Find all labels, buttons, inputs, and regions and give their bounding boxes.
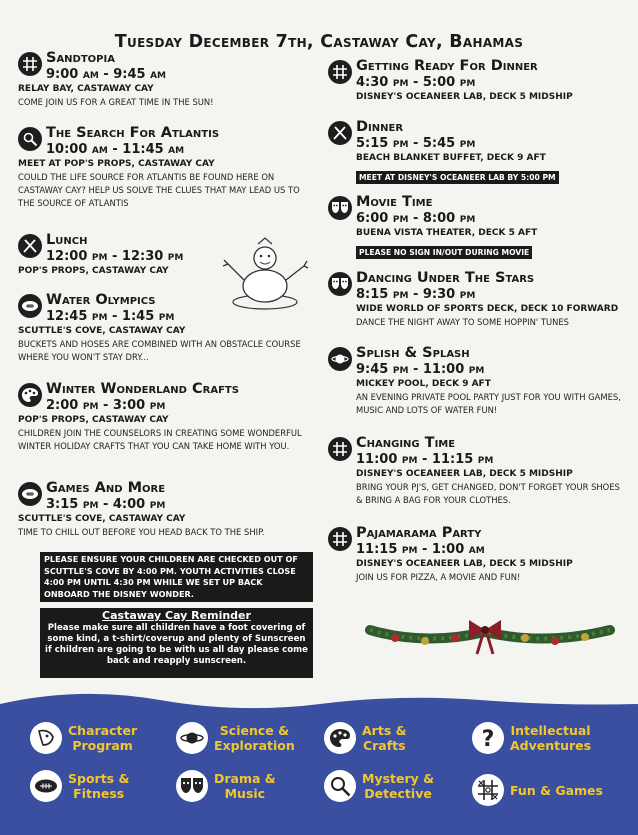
- planet-icon: [176, 722, 208, 754]
- legend-label: Character: [68, 723, 138, 738]
- legend-label: Music: [224, 786, 266, 801]
- event-location: BUENA VISTA THEATER, DECK 5 AFT: [356, 228, 538, 238]
- event-location: POP'S PROPS, CASTAWAY CAY: [18, 415, 169, 425]
- event-name: Dinner: [356, 119, 404, 135]
- event-location: SCUTTLE'S COVE, CASTAWAY CAY: [18, 326, 186, 336]
- event-time: 2:00 pm - 3:00 pm: [46, 398, 166, 413]
- event-movie-time: [328, 194, 628, 259]
- event-pajamarama-party: [328, 525, 628, 584]
- event-getting-ready-for-dinner: [328, 58, 628, 104]
- character-icon: [30, 722, 62, 754]
- event-location: DISNEY'S OCEANEER LAB, DECK 5 MIDSHIP: [356, 469, 573, 479]
- legend-label: Detective: [364, 786, 432, 801]
- event-water-olympics: [18, 292, 318, 364]
- event-location: POP'S PROPS, CASTAWAY CAY: [18, 266, 169, 276]
- event-note: PLEASE NO SIGN IN/OUT DURING MOVIE: [356, 246, 532, 259]
- event-description: CHILDREN JOIN THE COUNSELORS IN CREATING SOME WONDERFUL WINTER HOLIDAY CRAFTS THAT YOU CAN TAKE HOME WITH YOU.: [18, 428, 302, 451]
- event-name: Dancing Under The Stars: [356, 270, 535, 286]
- event-location: DISNEY'S OCEANEER LAB, DECK 5 MIDSHIP: [356, 559, 573, 569]
- event-name: Movie Time: [356, 194, 433, 210]
- drama-masks-icon: [328, 272, 352, 296]
- legend-item-mystery-detective: [324, 770, 434, 802]
- event-name: Pajamarama Party: [356, 525, 482, 541]
- magnifier-icon: [324, 770, 356, 802]
- event-description: TIME TO CHILL OUT BEFORE YOU HEAD BACK TO THE SHIP.: [18, 527, 265, 537]
- event-time: 8:15 pm - 9:30 pm: [356, 287, 476, 302]
- activity-legend-background: [0, 690, 638, 835]
- fun-games-icon: [18, 52, 42, 76]
- checkout-notice: PLEASE ENSURE YOUR CHILDREN ARE CHECKED OUT OF SCUTTLE'S COVE BY 4:00 PM. YOUTH ACTIVITIES CLOSE 4:00 PM UNTIL 4:30 PM WHILE WE SET UP BACK ONBOARD THE DISNEY WONDER.: [40, 552, 313, 602]
- legend-label: Fun & Games: [510, 782, 603, 798]
- event-description: BRING YOUR PJ'S, GET CHANGED, DON'T FORGET YOUR SHOES & BRING A BAG FOR YOUR CLOTHES.: [356, 482, 620, 505]
- event-description: BUCKETS AND HOSES ARE COMBINED WITH AN OBSTACLE COURSE WHERE YOU WON'T STAY DRY...: [18, 339, 301, 362]
- event-time: 12:45 pm - 1:45 pm: [46, 309, 175, 324]
- event-time: 12:00 pm - 12:30 pm: [46, 249, 184, 264]
- legend-item-character-program: [30, 722, 137, 754]
- football-icon: [18, 482, 42, 506]
- legend-label: Fitness: [73, 786, 125, 801]
- castaway-reminder: [40, 608, 313, 678]
- legend-item-fun-games: [472, 774, 603, 806]
- legend-label: Intellectual: [510, 723, 591, 738]
- event-winter-wonderland-crafts: [18, 381, 318, 453]
- fork-knife-icon: [328, 121, 352, 145]
- reminder-body: Please make sure all children have a foot covering of some kind, a t-shirt/coverup and plenty of Sunscreen if children are going to be with us all day please come back and reapply sunscreen.: [45, 623, 308, 666]
- event-lunch: [18, 232, 218, 278]
- event-time: 11:00 pm - 11:15 pm: [356, 452, 494, 467]
- event-time: 9:45 pm - 11:00 pm: [356, 362, 485, 377]
- event-name: Changing Time: [356, 435, 456, 451]
- legend-item-arts-crafts: [324, 722, 407, 754]
- event-sandtopia: [18, 50, 318, 109]
- event-name: Water Olympics: [46, 292, 156, 308]
- holiday-garland: [365, 610, 615, 658]
- event-note: MEET AT DISNEY'S OCEANEER LAB BY 5:00 PM: [356, 171, 559, 184]
- page-title: Tuesday December 7th, Castaway Cay, Bahamas: [114, 32, 524, 52]
- event-time: 4:30 pm - 5:00 pm: [356, 75, 476, 90]
- event-location: MICKEY POOL, DECK 9 AFT: [356, 379, 491, 389]
- legend-label: Crafts: [362, 738, 406, 753]
- svg-text:?: ?: [481, 727, 495, 749]
- event-description: COULD THE LIFE SOURCE FOR ATLANTIS BE FOUND HERE ON CASTAWAY CAY? HELP US SOLVE THE CLUES THAT MAY LEAD US TO THE SOURCE OF ATLANTIS: [18, 172, 300, 208]
- question-icon: [472, 722, 504, 754]
- legend-label: Science &: [219, 723, 289, 738]
- event-name: Lunch: [46, 232, 88, 248]
- legend-item-sports-fitness: [30, 770, 129, 802]
- event-description: JOIN US FOR PIZZA, A MOVIE AND FUN!: [356, 572, 521, 582]
- fun-games-icon: [472, 774, 504, 806]
- palette-icon: [18, 383, 42, 407]
- event-name: Splish & Splash: [356, 345, 470, 361]
- event-location: DISNEY'S OCEANEER LAB, DECK 5 MIDSHIP: [356, 92, 573, 102]
- legend-label: Arts &: [362, 723, 407, 738]
- legend-label: Adventures: [510, 738, 592, 753]
- event-location: MEET AT POP'S PROPS, CASTAWAY CAY: [18, 159, 215, 169]
- planet-icon: [328, 347, 352, 371]
- drama-masks-icon: [328, 196, 352, 220]
- legend-label: Drama &: [214, 771, 276, 786]
- event-description: AN EVENING PRIVATE POOL PARTY JUST FOR YOU WITH GAMES, MUSIC AND LOTS OF WATER FUN!: [356, 392, 621, 415]
- legend-label: Exploration: [214, 738, 295, 753]
- reminder-title: Castaway Cay Reminder: [102, 609, 251, 622]
- fork-knife-icon: [18, 234, 42, 258]
- football-icon: [18, 294, 42, 318]
- event-name: The Search For Atlantis: [46, 125, 220, 141]
- fun-games-icon: [328, 437, 352, 461]
- event-description: DANCE THE NIGHT AWAY TO SOME HOPPIN' TUNES: [356, 317, 569, 327]
- event-location: BEACH BLANKET BUFFET, DECK 9 AFT: [356, 153, 546, 163]
- event-dinner: [328, 119, 628, 184]
- event-time: 11:15 pm - 1:00 am: [356, 542, 485, 557]
- legend-item-drama-music: [176, 770, 276, 802]
- event-splish-splash: [328, 345, 628, 417]
- event-name: Games And More: [46, 480, 166, 496]
- drama-masks-icon: [176, 770, 208, 802]
- fun-games-icon: [328, 527, 352, 551]
- event-search-for-atlantis: [18, 125, 318, 210]
- legend-label: Sports &: [68, 771, 130, 786]
- fun-games-icon: [328, 60, 352, 84]
- legend-item-intellectual-adventures: [472, 722, 591, 754]
- event-name: Sandtopia: [46, 50, 115, 66]
- event-time: 6:00 pm - 8:00 pm: [356, 211, 476, 226]
- event-time: 3:15 pm - 4:00 pm: [46, 497, 166, 512]
- legend-label: Mystery &: [362, 771, 435, 786]
- palette-icon: [324, 722, 356, 754]
- event-location: RELAY BAY, CASTAWAY CAY: [18, 84, 154, 94]
- magnifier-icon: [18, 127, 42, 151]
- event-description: COME JOIN US FOR A GREAT TIME IN THE SUN!: [18, 97, 214, 107]
- event-name: Winter Wonderland Crafts: [46, 381, 239, 397]
- event-dancing-under-the-stars: [328, 270, 633, 329]
- football-icon: [30, 770, 62, 802]
- legend-label: Program: [72, 738, 133, 753]
- event-time: 9:00 am - 9:45 am: [46, 67, 167, 82]
- event-games-and-more: [18, 480, 328, 539]
- event-time: 10:00 am - 11:45 am: [46, 142, 185, 157]
- event-time: 5:15 pm - 5:45 pm: [356, 136, 476, 151]
- event-name: Getting Ready For Dinner: [356, 58, 538, 74]
- event-location: WIDE WORLD OF SPORTS DECK, DECK 10 FORWARD: [356, 304, 619, 314]
- legend-item-science-exploration: [176, 722, 295, 754]
- event-changing-time: [328, 435, 628, 507]
- event-location: SCUTTLE'S COVE, CASTAWAY CAY: [18, 514, 186, 524]
